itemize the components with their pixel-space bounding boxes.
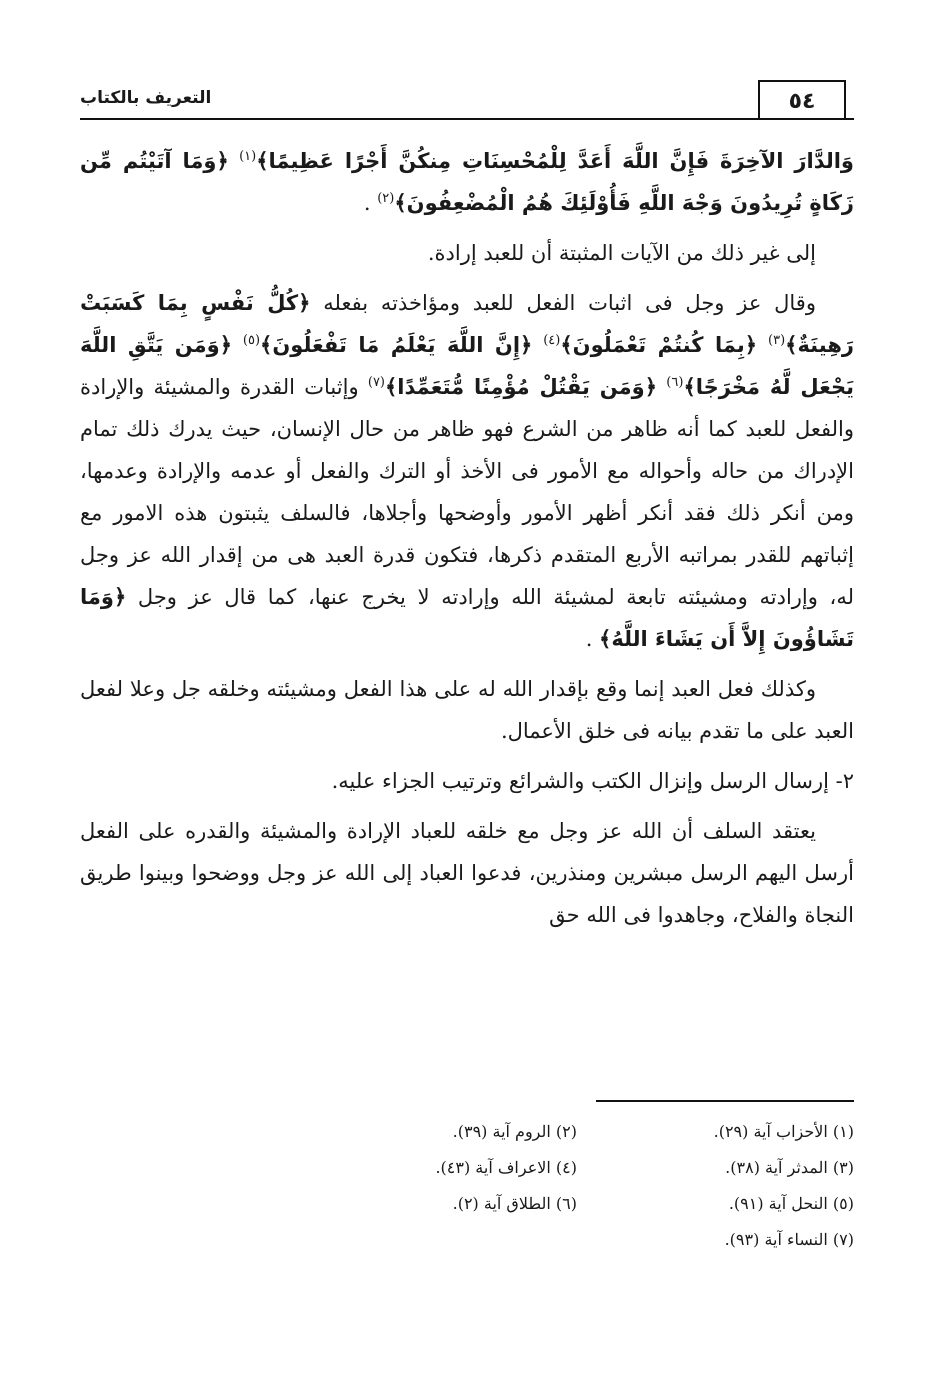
quran-quote: ﴿وَمَن يَتَّقِ اللَّهَ يَجْعَل لَّهُ مَخْرَجًا﴾ — [80, 333, 854, 399]
footnote — [300, 1222, 577, 1258]
footnote-row — [300, 1186, 854, 1222]
text-run: وإثبات القدرة والمشيئة والإرادة والفعل للعبد كما أنه ظاهر من الشرع فهو ظاهر من حال الإنسان، حيث يدرك ذلك تمام الإدراك من حاله وأحواله مع الأمور فى الأخذ أو الترك والفعل أو عدمه والإرادة وعدمها، ومن أنكر ذلك فقد أنكر أظهر الأمور وأوضحها وأجلاها، فالسلف يثبتون هذه الامور مع إثباتهم للقدر بمراتبه الأربع المتقدم ذكرها، فتكون قدرة العبد هى من إقدار الله عز وجل له، وإرادته ومشيئته تابعة لمشيئة الله وإرادته لا يخرج عنها، كما قال عز وجل — [80, 375, 855, 609]
footnote: (٤) الاعراف آية (٤٣). — [435, 1158, 577, 1177]
paragraph — [80, 668, 854, 752]
footnote-ref: (٢) — [377, 191, 395, 206]
quran-quote: ﴿إِنَّ اللَّهَ يَعْلَمُ مَا تَفْعَلُونَ﴾ — [260, 333, 533, 357]
text-run — [532, 333, 543, 357]
footnote: (٣) المدثر آية (٣٨). — [725, 1158, 854, 1177]
quran-quote: وَالدَّارَ الآخِرَةَ فَإِنَّ اللَّهَ أَعَدَّ لِلْمُحْسِنَاتِ مِنكُنَّ أَجْرًا عَظِيمًا﴾ — [256, 149, 854, 173]
text-run — [757, 333, 768, 357]
footnote-rule — [596, 1100, 854, 1102]
footnote-row — [300, 1150, 854, 1186]
footnote: (١) الأحزاب آية (٢٩). — [713, 1122, 854, 1141]
paragraph — [80, 760, 854, 802]
text-run: . — [585, 627, 600, 651]
footnote-ref: (٦) — [666, 375, 684, 390]
footnote-ref: (١) — [239, 149, 257, 164]
footnote-row — [300, 1114, 854, 1150]
paragraph — [80, 232, 854, 274]
text-run — [657, 375, 666, 399]
footnote-ref: (٥) — [242, 333, 261, 348]
paragraph — [80, 282, 854, 660]
footnotes — [300, 1114, 854, 1258]
text-run — [229, 149, 239, 173]
text-run — [232, 333, 243, 357]
footnote-row — [300, 1222, 854, 1258]
page-header — [80, 80, 854, 126]
quran-quote: ﴿وَمَا تَشَاؤُونَ إِلاَّ أَن يَشَاءَ اللَّهُ﴾ — [80, 585, 854, 651]
paragraph — [80, 140, 854, 224]
footnote: (٧) النساء آية (٩٣). — [724, 1230, 854, 1249]
text-run: وقال عز وجل فى اثبات الفعل للعبد ومؤاخذته بفعله — [310, 291, 816, 315]
text-run: . — [363, 191, 378, 215]
footnote-ref: (٣) — [768, 333, 786, 348]
header-rule — [80, 118, 854, 120]
footnote: (٢) الروم آية (٣٩). — [452, 1122, 577, 1141]
footnote: (٦) الطلاق آية (٢). — [452, 1194, 577, 1213]
quran-quote: ﴿وَمَا آتَيْتُم مِّن زَكَاةٍ تُرِيدُونَ وَجْهَ اللَّهِ فَأُوْلَئِكَ هُمُ الْمُضْعِفُونَ﴾ — [80, 149, 854, 215]
text-run: ٢- إرسال الرسل وإنزال الكتب والشرائع وترتيب الجزاء عليه. — [331, 769, 854, 793]
quran-quote: ﴿بِمَا كُنتُمْ تَعْمَلُونَ﴾ — [560, 333, 758, 357]
quran-quote: ﴿وَمَن يَقْتُلْ مُؤْمِنًا مُّتَعَمِّدًا﴾ — [385, 375, 658, 399]
text-run: يعتقد السلف أن الله عز وجل مع خلقه للعباد الإرادة والمشيئة والقدره على الفعل أرسل اليهم الرسل مبشرين ومنذرين، فدعوا العباد إلى الله عز وجل ووضحوا وبينوا طريق النجاة والفلاح، وجاهدوا فى الله حق — [80, 819, 854, 927]
text-run: إلى غير ذلك من الآيات المثبتة أن للعبد إرادة. — [427, 241, 816, 265]
body-text — [80, 140, 854, 944]
quran-quote: ﴿كُلُّ نَفْسٍ بِمَا كَسَبَتْ رَهِينَةٌ﴾ — [80, 291, 854, 357]
footnote-ref: (٤) — [543, 333, 561, 348]
text-run: وكذلك فعل العبد إنما وقع بإقدار الله له على هذا الفعل ومشيئته وخلقه جل وعلا لفعل العبد على ما تقدم بيانه فى خلق الأعمال. — [80, 677, 854, 743]
page-number: ٥٤ — [758, 80, 846, 120]
footnote: (٥) النحل آية (٩١). — [728, 1194, 854, 1213]
paragraph — [80, 810, 854, 936]
running-title: التعريف بالكتاب — [80, 88, 212, 108]
footnote-ref: (٧) — [367, 375, 385, 390]
